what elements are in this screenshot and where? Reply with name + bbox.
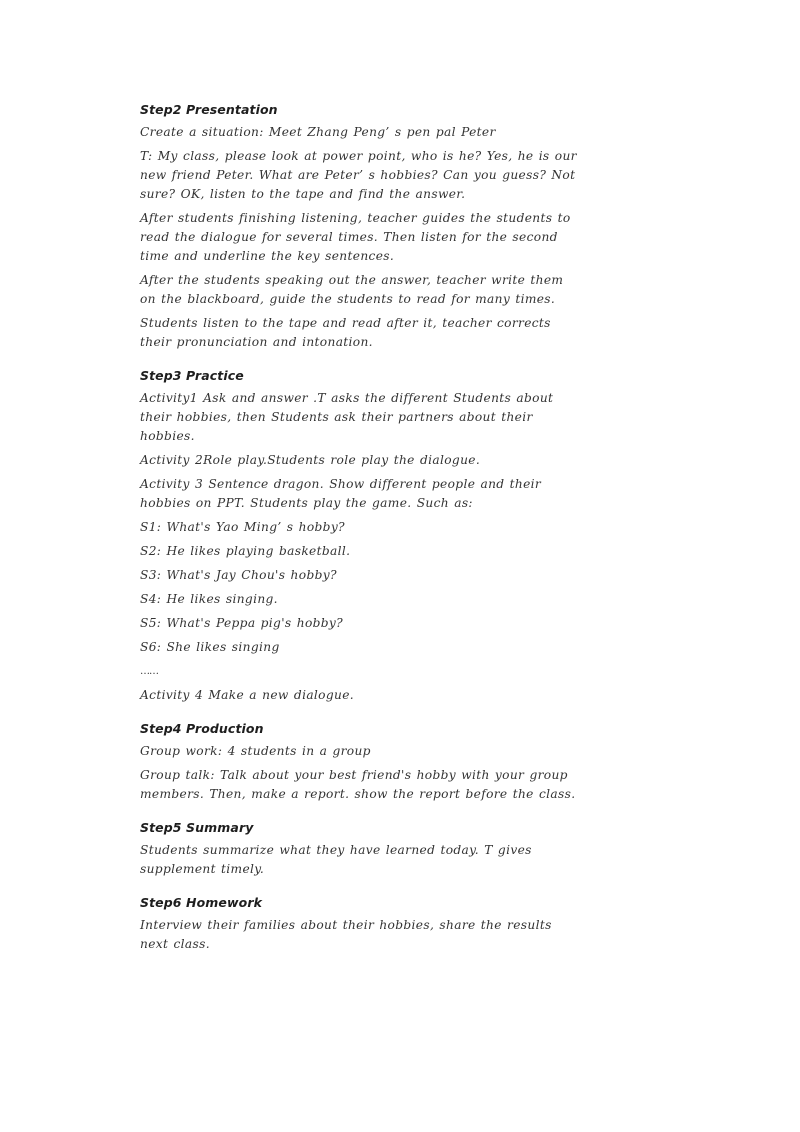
section-step6-homework — [140, 893, 580, 954]
section-step4-production — [140, 719, 580, 804]
paragraph: T: My class, please look at power point, who is he? Yes, he is our new friend Peter. What are Peter’ s hobbies? Can you guess? Not sure? OK, listen to the tape and find the answer. — [140, 149, 577, 201]
paragraph: Group talk: Talk about your best friend's hobby with your group members. Then, make a report. show the report before the class. — [140, 768, 576, 801]
section-heading: Step5 Summary — [140, 820, 254, 835]
dialogue-line: S6: She likes singing — [140, 640, 280, 654]
dialogue-line: S1: What's Yao Ming’ s hobby? — [140, 520, 345, 534]
dialogue-line: S5: What's Peppa pig's hobby? — [140, 616, 344, 630]
paragraph: Group work: 4 students in a group — [140, 744, 371, 758]
dialogue-line: S4: He likes singing. — [140, 592, 278, 606]
section-step5-summary — [140, 818, 580, 879]
section-step3-practice — [140, 366, 580, 705]
dialogue-line: S2: He likes playing basketball. — [140, 544, 351, 558]
section-heading: Step4 Production — [140, 721, 264, 736]
paragraph: Create a situation: Meet Zhang Peng’ s pen pal Peter — [140, 125, 496, 139]
paragraph: After students finishing listening, teacher guides the students to read the dialogue for several times. Then listen for the second time and underline the key sentences. — [140, 211, 571, 263]
paragraph: Activity1 Ask and answer .T asks the different Students about their hobbies, then Students ask their partners about their hobbies. — [140, 391, 554, 443]
paragraph: Interview their families about their hobbies, share the results next class. — [140, 918, 552, 951]
section-step2-presentation — [140, 100, 580, 352]
paragraph: Activity 3 Sentence dragon. Show different people and their hobbies on PPT. Students play the game. Such as: — [140, 477, 542, 510]
paragraph: After the students speaking out the answer, teacher write them on the blackboard, guide the students to read for many times. — [140, 273, 564, 306]
section-heading: Step3 Practice — [140, 368, 244, 383]
document-page — [140, 100, 580, 968]
section-heading: Step2 Presentation — [140, 102, 278, 117]
section-heading: Step6 Homework — [140, 895, 263, 910]
ellipsis: …… — [140, 666, 158, 677]
paragraph: Activity 4 Make a new dialogue. — [140, 688, 355, 702]
dialogue-line: S3: What's Jay Chou's hobby? — [140, 568, 337, 582]
paragraph: Students summarize what they have learned today. T gives supplement timely. — [140, 843, 532, 876]
paragraph: Students listen to the tape and read after it, teacher corrects their pronunciation and intonation. — [140, 316, 551, 349]
paragraph: Activity 2Role play.Students role play the dialogue. — [140, 453, 481, 467]
